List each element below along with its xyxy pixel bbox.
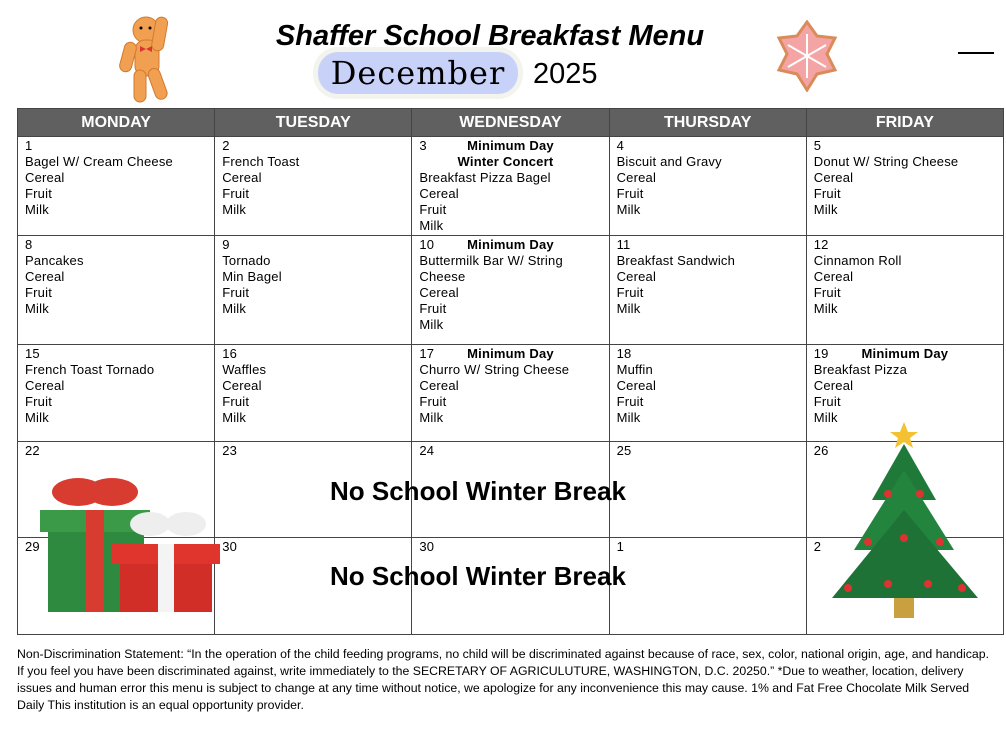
menu-item: Milk [813,410,838,425]
menu-item: Fruit [813,186,841,201]
menu-item: Donut W/ String Cheese [813,154,959,169]
menu-item: Cereal [813,269,854,284]
menu-item: Waffles [222,362,267,377]
menu-item: French Toast Tornado [25,362,155,377]
day-number: 29 [25,539,40,554]
day-header: FRIDAY [806,109,1003,137]
menu-item: Cereal [419,378,459,393]
day-cell [806,137,1003,236]
day-number: 26 [813,443,829,458]
day-number: 30 [419,539,435,554]
menu-item: Cheese [419,269,466,284]
day-cell [412,345,609,442]
menu-item: Cereal [419,285,459,300]
day-cell [609,442,806,538]
menu-item: Milk [222,202,247,217]
day-cell [18,236,215,345]
week-row [18,137,1004,236]
day-number: 24 [419,443,435,458]
menu-item: Tornado [222,253,271,268]
menu-item: Fruit [419,394,447,409]
menu-item: Cereal [813,170,854,185]
day-number: 23 [222,443,238,458]
menu-item: Fruit [25,186,52,201]
year-label: 2025 [533,58,598,90]
day-header: THURSDAY [609,109,806,137]
day-cell [806,236,1003,345]
day-note: Minimum Day [467,237,554,252]
menu-item: Milk [419,218,444,233]
menu-item: Fruit [616,394,644,409]
day-note: Minimum Day [861,346,949,361]
menu-item: Fruit [25,285,52,300]
christmas-tree-icon [828,420,982,627]
menu-item: Cereal [222,170,262,185]
menu-item: Breakfast Sandwich [616,253,736,268]
menu-item: Breakfast Pizza Bagel [419,170,551,185]
winter-break-banner: No School Winter Break [330,561,626,591]
menu-item: Cereal [25,269,65,284]
day-number: 2 [813,539,822,554]
non-discrimination-statement: Non-Discrimination Statement: “In the operation of the child feeding programs, no child will be discriminated against because of race, sex, color, national origin, age, and handicap. If you feel you have been discriminated against, write immediately to the SECRETARY OF AGRICULUTURE, WASHINGTON, D.C. 20250.” *Due to weather, location, delivery issues and human error this menu is subject to change at any time without notice, we apologize for any inconvenience this may cause. 1% and Fat Free Chocolate Milk Served Daily This institution is an equal opportunity provider. [17,647,990,712]
menu-item: Milk [25,301,49,316]
day-cell [18,137,215,236]
menu-item: Cereal [222,378,262,393]
menu-item: Pancakes [25,253,84,268]
day-header: WEDNESDAY [412,109,609,137]
menu-item: Cinnamon Roll [813,253,902,268]
menu-item: Cereal [813,378,854,393]
day-cell [609,137,806,236]
menu-item: Fruit [25,394,52,409]
day-cell [609,345,806,442]
menu-item: Buttermilk Bar W/ String [419,253,563,268]
menu-item: Milk [419,410,444,425]
day-header: TUESDAY [215,109,412,137]
menu-item: Breakfast Pizza [813,362,908,377]
day-note: Minimum Day [467,138,554,153]
menu-item: Milk [25,410,49,425]
menu-item: Fruit [813,394,841,409]
week-row [18,236,1004,345]
menu-item: Milk [419,317,444,332]
day-note: Winter Concert [457,154,554,169]
menu-item: French Toast [222,154,300,169]
day-note: Minimum Day [467,346,554,361]
day-number: 15 [25,346,40,361]
day-number: 19 [813,346,829,361]
day-cell [412,236,609,345]
day-number: 10 [419,237,435,252]
menu-item: Fruit [813,285,841,300]
day-cell [215,236,412,345]
month-label: December [318,52,518,94]
day-cell [215,345,412,442]
menu-item: Milk [616,410,641,425]
menu-item: Muffin [616,362,653,377]
menu-item: Fruit [419,202,447,217]
menu-item: Milk [813,301,838,316]
day-number: 9 [222,237,230,252]
day-number: 5 [813,138,822,153]
day-number: 18 [616,346,632,361]
menu-item: Cereal [616,170,657,185]
day-number: 4 [616,138,624,153]
day-number: 1 [25,138,33,153]
winter-break-banner: No School Winter Break [330,476,626,506]
day-number: 12 [813,237,829,252]
menu-item: Fruit [616,285,644,300]
menu-item: Cereal [616,378,657,393]
day-number: 25 [616,443,632,458]
page-title: Shaffer School Breakfast Menu [275,20,705,52]
menu-item: Churro W/ String Cheese [419,362,570,377]
menu-item: Cereal [419,186,459,201]
day-number: 30 [222,539,238,554]
menu-item: Fruit [222,285,250,300]
snowflake-cookie-icon [772,20,842,97]
day-number: 3 [419,138,427,153]
menu-item: Cereal [25,378,65,393]
menu-item: Biscuit and Gravy [616,154,722,169]
menu-item: Min Bagel [222,269,282,284]
day-cell [609,236,806,345]
menu-item: Milk [616,301,641,316]
menu-item: Milk [222,410,247,425]
day-number: 17 [419,346,435,361]
menu-item: Fruit [222,186,250,201]
gingerbread-man-icon [118,12,188,109]
menu-item: Cereal [616,269,657,284]
menu-item: Fruit [222,394,250,409]
day-header: MONDAY [18,109,215,137]
day-number: 16 [222,346,238,361]
menu-item: Milk [813,202,838,217]
day-cell [609,538,806,635]
day-cell [18,345,215,442]
menu-item: Cereal [25,170,65,185]
menu-item: Fruit [419,301,447,316]
divider [958,52,994,54]
day-number: 11 [616,237,631,252]
day-number: 22 [25,443,40,458]
menu-item: Milk [25,202,49,217]
gift-boxes-icon [40,472,222,619]
menu-item: Milk [616,202,641,217]
day-cell [412,137,609,236]
day-cell [215,137,412,236]
day-number: 2 [222,138,230,153]
menu-item: Fruit [616,186,644,201]
day-number: 1 [616,539,624,554]
menu-item: Bagel W/ Cream Cheese [25,154,173,169]
menu-item: Milk [222,301,247,316]
day-number: 8 [25,237,33,252]
